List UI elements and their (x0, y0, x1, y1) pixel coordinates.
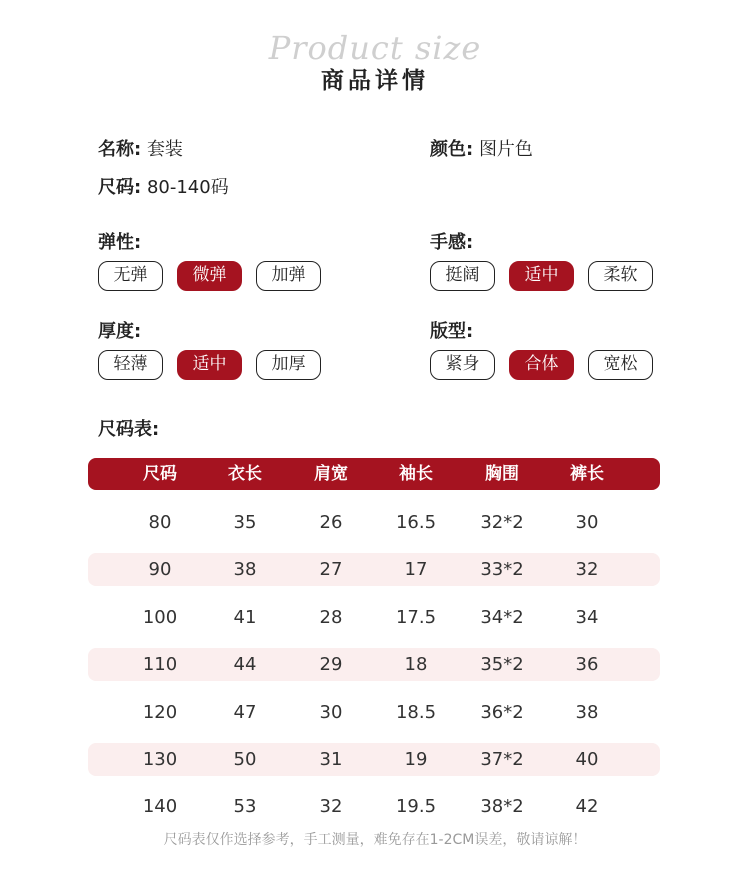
table-cell: 28 (319, 607, 343, 628)
table-cell: 47 (233, 702, 257, 723)
table-cell: 110 (142, 654, 178, 675)
feel-option[interactable]: 适中 (509, 261, 574, 291)
table-cell: 18 (404, 654, 428, 675)
table-cell: 30 (575, 512, 599, 533)
table-cell: 44 (233, 654, 257, 675)
fit-label: 版型: (430, 321, 474, 342)
thickness-option[interactable]: 加厚 (256, 350, 321, 380)
table-cell: 17 (404, 559, 428, 580)
table-cell: 140 (142, 796, 178, 817)
table-cell: 35 (233, 512, 257, 533)
table-cell: 40 (575, 749, 599, 770)
table-cell: 90 (148, 559, 172, 580)
table-row (88, 696, 660, 729)
table-cell: 38*2 (480, 796, 524, 817)
table-cell: 41 (233, 607, 257, 628)
elasticity-option[interactable]: 加弹 (256, 261, 321, 291)
table-cell: 27 (319, 559, 343, 580)
table-cell: 42 (575, 796, 599, 817)
name-field (98, 138, 183, 162)
color-value: 图片色 (478, 139, 533, 160)
header-cell: 胸围 (485, 464, 519, 484)
table-cell: 50 (233, 749, 257, 770)
table-cell: 130 (142, 749, 178, 770)
table-cell: 35*2 (480, 654, 524, 675)
table-cell: 36*2 (480, 702, 524, 723)
size-value: 80-140码 (146, 177, 229, 198)
feel-options (430, 261, 653, 291)
header-cell: 裤长 (570, 464, 604, 484)
table-row (88, 743, 660, 776)
fit-option[interactable]: 合体 (509, 350, 574, 380)
name-value: 套装 (146, 139, 183, 160)
table-cell: 32*2 (480, 512, 524, 533)
table-cell: 38 (575, 702, 599, 723)
size-table-header (88, 458, 660, 490)
elasticity-label: 弹性: (98, 232, 142, 253)
table-cell: 18.5 (395, 702, 437, 723)
table-row (88, 790, 660, 823)
size-table-title: 尺码表: (98, 419, 160, 440)
table-cell: 34 (575, 607, 599, 628)
table-row (88, 648, 660, 681)
name-label: 名称: (98, 139, 142, 160)
table-cell: 100 (142, 607, 178, 628)
elasticity-option[interactable]: 无弹 (98, 261, 163, 291)
thickness-option[interactable]: 轻薄 (98, 350, 163, 380)
header-cell: 袖长 (399, 464, 433, 484)
table-row (88, 601, 660, 634)
elasticity-option[interactable]: 微弹 (177, 261, 242, 291)
thickness-option[interactable]: 适中 (177, 350, 242, 380)
table-cell: 32 (575, 559, 599, 580)
table-cell: 17.5 (395, 607, 437, 628)
table-cell: 32 (319, 796, 343, 817)
feel-option[interactable]: 挺阔 (430, 261, 495, 291)
header-cell: 衣长 (228, 464, 262, 484)
fit-option[interactable]: 宽松 (588, 350, 653, 380)
table-cell: 19 (404, 749, 428, 770)
table-row (88, 506, 660, 539)
header-cell: 尺码 (143, 464, 177, 484)
color-field (430, 138, 533, 162)
size-label: 尺码: (98, 177, 142, 198)
table-cell: 37*2 (480, 749, 524, 770)
table-cell: 31 (319, 749, 343, 770)
table-cell: 34*2 (480, 607, 524, 628)
table-cell: 80 (148, 512, 172, 533)
feel-option[interactable]: 柔软 (588, 261, 653, 291)
fit-option[interactable]: 紧身 (430, 350, 495, 380)
elasticity-options (98, 261, 321, 291)
thickness-label: 厚度: (98, 321, 142, 342)
table-cell: 38 (233, 559, 257, 580)
table-cell: 26 (319, 512, 343, 533)
table-cell: 29 (319, 654, 343, 675)
thickness-options (98, 350, 321, 380)
table-cell: 53 (233, 796, 257, 817)
table-cell: 16.5 (395, 512, 437, 533)
table-cell: 30 (319, 702, 343, 723)
color-label: 颜色: (430, 139, 474, 160)
table-cell: 36 (575, 654, 599, 675)
page-title: 商品详情 (321, 67, 429, 94)
script-title: Product size (268, 29, 482, 67)
header (0, 28, 750, 95)
table-row (88, 553, 660, 586)
table-cell: 120 (142, 702, 178, 723)
header-cell: 肩宽 (314, 464, 348, 484)
fit-options (430, 350, 653, 380)
table-cell: 19.5 (395, 796, 437, 817)
feel-label: 手感: (430, 232, 474, 253)
table-cell: 33*2 (480, 559, 524, 580)
size-field (98, 176, 229, 200)
footnote: 尺码表仅作选择参考，手工测量，难免存在1-2CM误差，敬请谅解！ (163, 832, 587, 848)
